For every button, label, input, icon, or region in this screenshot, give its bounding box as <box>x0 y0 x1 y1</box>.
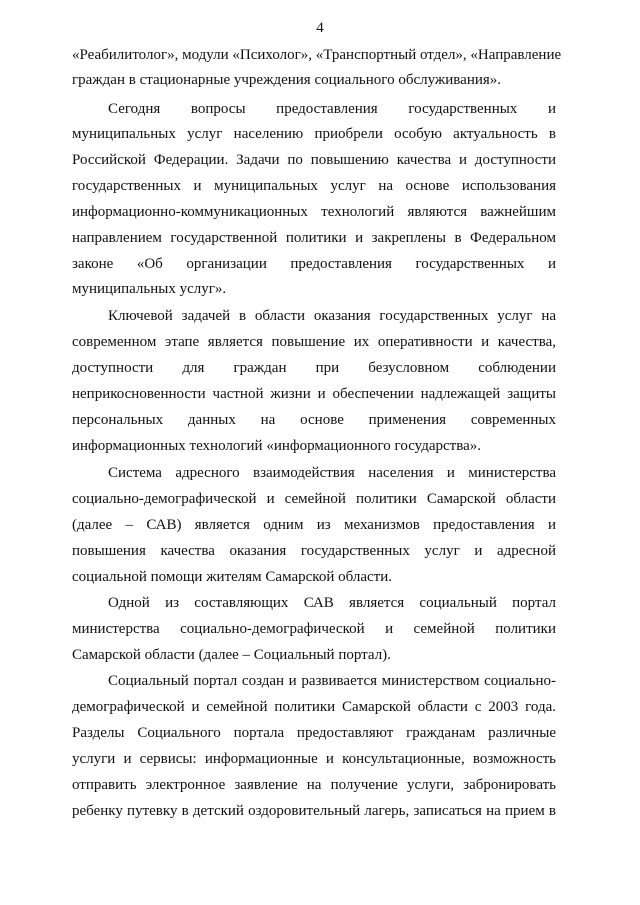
text-line: ребенку путевку в детский оздоровительный лагерь, записаться на прием в <box>72 803 556 819</box>
text-line: Разделы Социального портала предоставляют гражданам различные <box>72 725 556 741</box>
text-line: Социальный портал создан и развивается министерством социально- <box>108 673 556 689</box>
text-line: Российской Федерации. Задачи по повышению качества и доступности <box>72 152 556 168</box>
text-line: государственных и муниципальных услуг на основе использования <box>72 178 556 194</box>
page-number: 4 <box>316 20 324 36</box>
text-line: министерства социально-демографической и семейной политики <box>72 621 556 637</box>
text-line: демографической и семейной политики Самарской области с 2003 года. <box>72 699 556 715</box>
text-line: муниципальных услуг населению приобрели особую актуальность в <box>72 126 556 142</box>
text-line: муниципальных услуг». <box>72 281 227 297</box>
text-line: услуги и сервисы: информационные и консультационные, возможность <box>72 751 556 767</box>
text-line: повышения качества оказания государственных услуг и адресной <box>72 543 556 559</box>
text-line: законе «Об организации предоставления государственных и <box>72 256 556 272</box>
text-line: Сегодня вопросы предоставления государственных и <box>108 101 556 117</box>
text-line: отправить электронное заявление на получение услуги, забронировать <box>72 777 556 793</box>
text-line: социально-демографической и семейной политики Самарской области <box>72 491 556 507</box>
text-line: Ключевой задачей в области оказания государственных услуг на <box>108 308 556 324</box>
text-line: доступности для граждан при безусловном соблюдении <box>72 360 556 376</box>
text-line: информационных технологий «информационного государства». <box>72 438 482 454</box>
text-line: персональных данных на основе применения современных <box>72 412 556 428</box>
text-line: граждан в стационарные учреждения социального обслуживания». <box>72 72 502 88</box>
text-line: направлением государственной политики и закреплены в Федеральном <box>72 230 556 246</box>
text-line: (далее – САВ) является одним из механизмов предоставления и <box>72 517 556 533</box>
text-line: современном этапе является повышение их оперативности и качества, <box>72 334 556 350</box>
text-line: «Реабилитолог», модули «Психолог», «Транспортный отдел», «Направление <box>72 47 562 63</box>
text-line: Самарской области (далее – Социальный портал). <box>72 647 391 663</box>
text-line: Одной из составляющих САВ является социальный портал <box>108 595 556 611</box>
text-line: информационно-коммуникационных технологий являются важнейшим <box>72 204 556 220</box>
text-line: социальной помощи жителям Самарской области. <box>72 569 392 585</box>
text-line: неприкосновенности частной жизни и обеспечении надлежащей защиты <box>72 386 556 402</box>
text-line: Система адресного взаимодействия населения и министерства <box>108 465 556 481</box>
